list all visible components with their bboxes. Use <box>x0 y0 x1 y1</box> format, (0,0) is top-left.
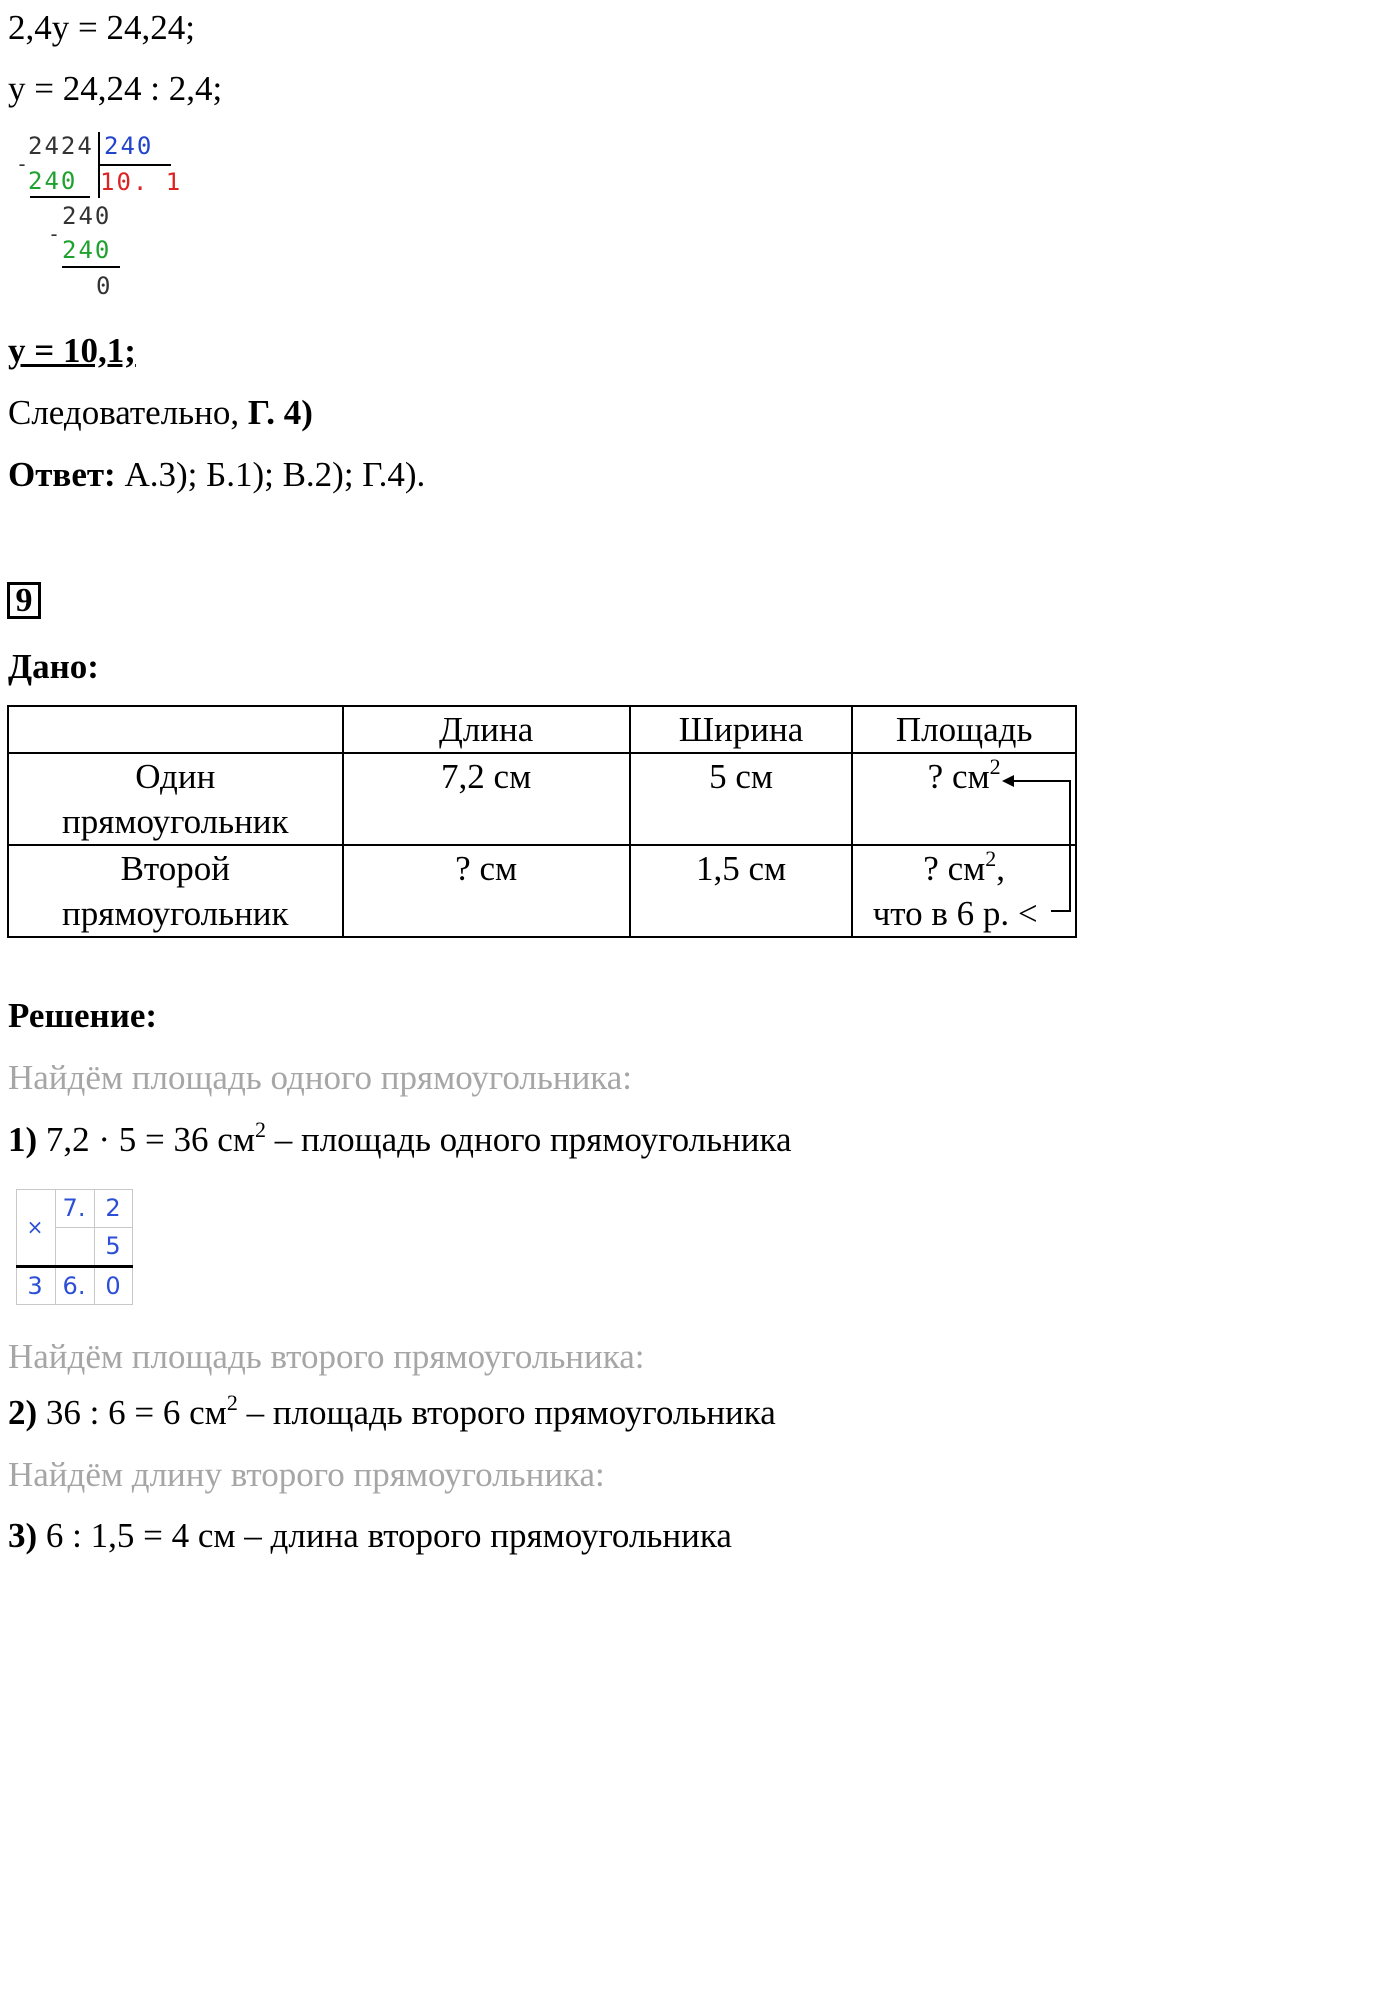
subtract-line-1 <box>30 196 90 198</box>
step-2-sup: 2 <box>226 1390 238 1415</box>
equation-line-1: 2,4y = 24,24; <box>8 8 195 47</box>
mul-cell-r1c3: 2 <box>105 1194 121 1222</box>
step-1-tail: – площадь одного прямоугольника <box>265 1120 792 1159</box>
row2-name <box>8 845 343 937</box>
hint-1: Найдём площадь одного прямоугольника: <box>8 1058 633 1097</box>
conclusion-text: Следовательно, <box>8 393 248 432</box>
solution-label: Решение: <box>8 996 158 1035</box>
subtrahend-1: 240 <box>28 167 78 195</box>
step-3-number: 3) <box>8 1516 38 1555</box>
comparison-arrow <box>996 770 1076 920</box>
row2-area-comma: , <box>996 849 1006 888</box>
answer-label: Ответ: <box>8 455 116 494</box>
multiplication-grid <box>16 1189 133 1305</box>
row2-area-line2: что в 6 р. < <box>872 894 1038 933</box>
step-2-number: 2) <box>8 1393 38 1432</box>
row1-name-line1: Один <box>135 757 216 796</box>
subtract-line-2 <box>62 266 120 268</box>
mul-cell-r1c2: 7. <box>62 1194 86 1222</box>
divisor-underline <box>99 164 171 166</box>
answer-line <box>8 455 425 495</box>
mul-cell-r3c1: 3 <box>27 1272 43 1300</box>
task-number-box: 9 <box>7 582 41 619</box>
row1-area-text: ? см <box>927 757 990 796</box>
mul-cell-r3c2: 6. <box>62 1272 86 1300</box>
row1-name <box>8 753 343 845</box>
y-result: y = 10,1; <box>8 331 136 370</box>
step-3-text: 6 : 1,5 = 4 см – длина второго прямоугольника <box>37 1516 732 1555</box>
divisor: 240 <box>104 132 154 160</box>
step-1-sup: 2 <box>254 1117 266 1142</box>
row2-width: 1,5 см <box>630 845 853 937</box>
answer-text: А.3); Б.1); В.2); Г.4). <box>115 455 426 494</box>
table-row <box>8 845 1076 937</box>
conclusion-line <box>8 393 313 433</box>
row2-name-line1: Второй <box>120 849 230 888</box>
hint-3: Найдём длину второго прямоугольника: <box>8 1455 605 1494</box>
row2-name-line2: прямоугольник <box>61 894 289 933</box>
conclusion-bold: Г. 4) <box>247 393 313 432</box>
step-1-text: 7,2 · 5 = 36 см <box>37 1120 255 1159</box>
header-cell-width: Ширина <box>630 706 853 753</box>
final-remainder: 0 <box>96 272 113 300</box>
row2-area-text: ? см <box>923 849 986 888</box>
row1-area-sup: 2 <box>989 754 1001 779</box>
row2-area-sup: 2 <box>985 846 997 871</box>
step-1 <box>8 1117 792 1160</box>
subtrahend-2: 240 <box>62 236 112 264</box>
row1-length: 7,2 см <box>343 753 630 845</box>
multiply-sign: × <box>26 1215 44 1239</box>
hint-2: Найдём площадь второго прямоугольника: <box>8 1337 645 1376</box>
row2-length: ? см <box>343 845 630 937</box>
given-table <box>7 705 1077 938</box>
dividend: 2424 <box>28 132 94 160</box>
step-2-tail: – площадь второго прямоугольника <box>237 1393 776 1432</box>
header-cell-empty <box>8 706 343 753</box>
long-division <box>16 128 186 303</box>
header-cell-area: Площадь <box>852 706 1076 753</box>
minus-sign-1: - <box>16 152 31 176</box>
minus-sign-2: - <box>48 222 63 246</box>
mul-cell-r3c3: 0 <box>105 1272 121 1300</box>
table-header-row <box>8 706 1076 753</box>
given-label: Дано: <box>8 647 99 686</box>
mul-cell-r2c3: 5 <box>105 1232 121 1260</box>
table-row <box>8 753 1076 845</box>
step-3 <box>8 1516 732 1556</box>
step-1-number: 1) <box>8 1120 38 1159</box>
step-2-text: 36 : 6 = 6 см <box>37 1393 227 1432</box>
equation-line-2: y = 24,24 : 2,4; <box>8 69 223 108</box>
header-cell-length: Длина <box>343 706 630 753</box>
row1-name-line2: прямоугольник <box>61 802 289 841</box>
remainder-1: 240 <box>62 202 112 230</box>
quotient: 10. 1 <box>100 168 183 196</box>
step-2 <box>8 1390 776 1433</box>
row1-width: 5 см <box>630 753 853 845</box>
